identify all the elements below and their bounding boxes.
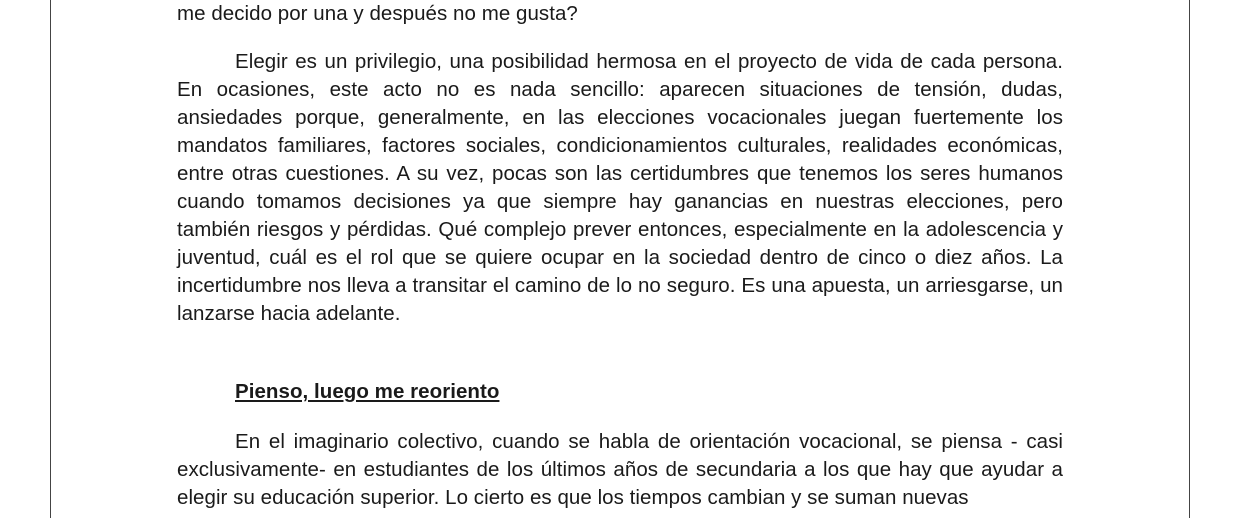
paragraph-imaginario: En el imaginario colectivo, cuando se habla de orientación vocacional, se piensa - casi exclusivamente- en estudiantes de los últimos años de secundaria a los que hay que ayudar a elegir su educación superior. Lo cierto es que los tiempos cambian y se suman nuevas	[177, 430, 1063, 509]
paragraph-elegir: Elegir es un privilegio, una posibilidad hermosa en el proyecto de vida de cada persona. En ocasiones, este acto no es nada sencillo: aparecen situaciones de tensión, dudas, ansiedades porque, generalmente, en las elecciones vocacionales juegan fuertemente los mandatos familiares, factores sociales, condicionamientos culturales, realidades económicas, entre otras cuestiones. A su vez, pocas son las certidumbres que tenemos los seres humanos cuando tomamos decisiones ya que siempre hay ganancias en nuestras elecciones, pero también riesgos y pérdidas. Qué complejo prever entonces, especialmente en la adolescencia y juventud, cuál es el rol que se quiere ocupar en la sociedad dentro de cinco o diez años. La incertidumbre nos lleva a transitar el camino de lo no seguro. Es una apuesta, un arriesgarse, un lanzarse hacia adelante.	[177, 50, 1063, 325]
paragraph-continuation: me decido por una y después no me gusta?	[177, 2, 578, 25]
section-heading: Pienso, luego me reoriento	[235, 380, 500, 403]
